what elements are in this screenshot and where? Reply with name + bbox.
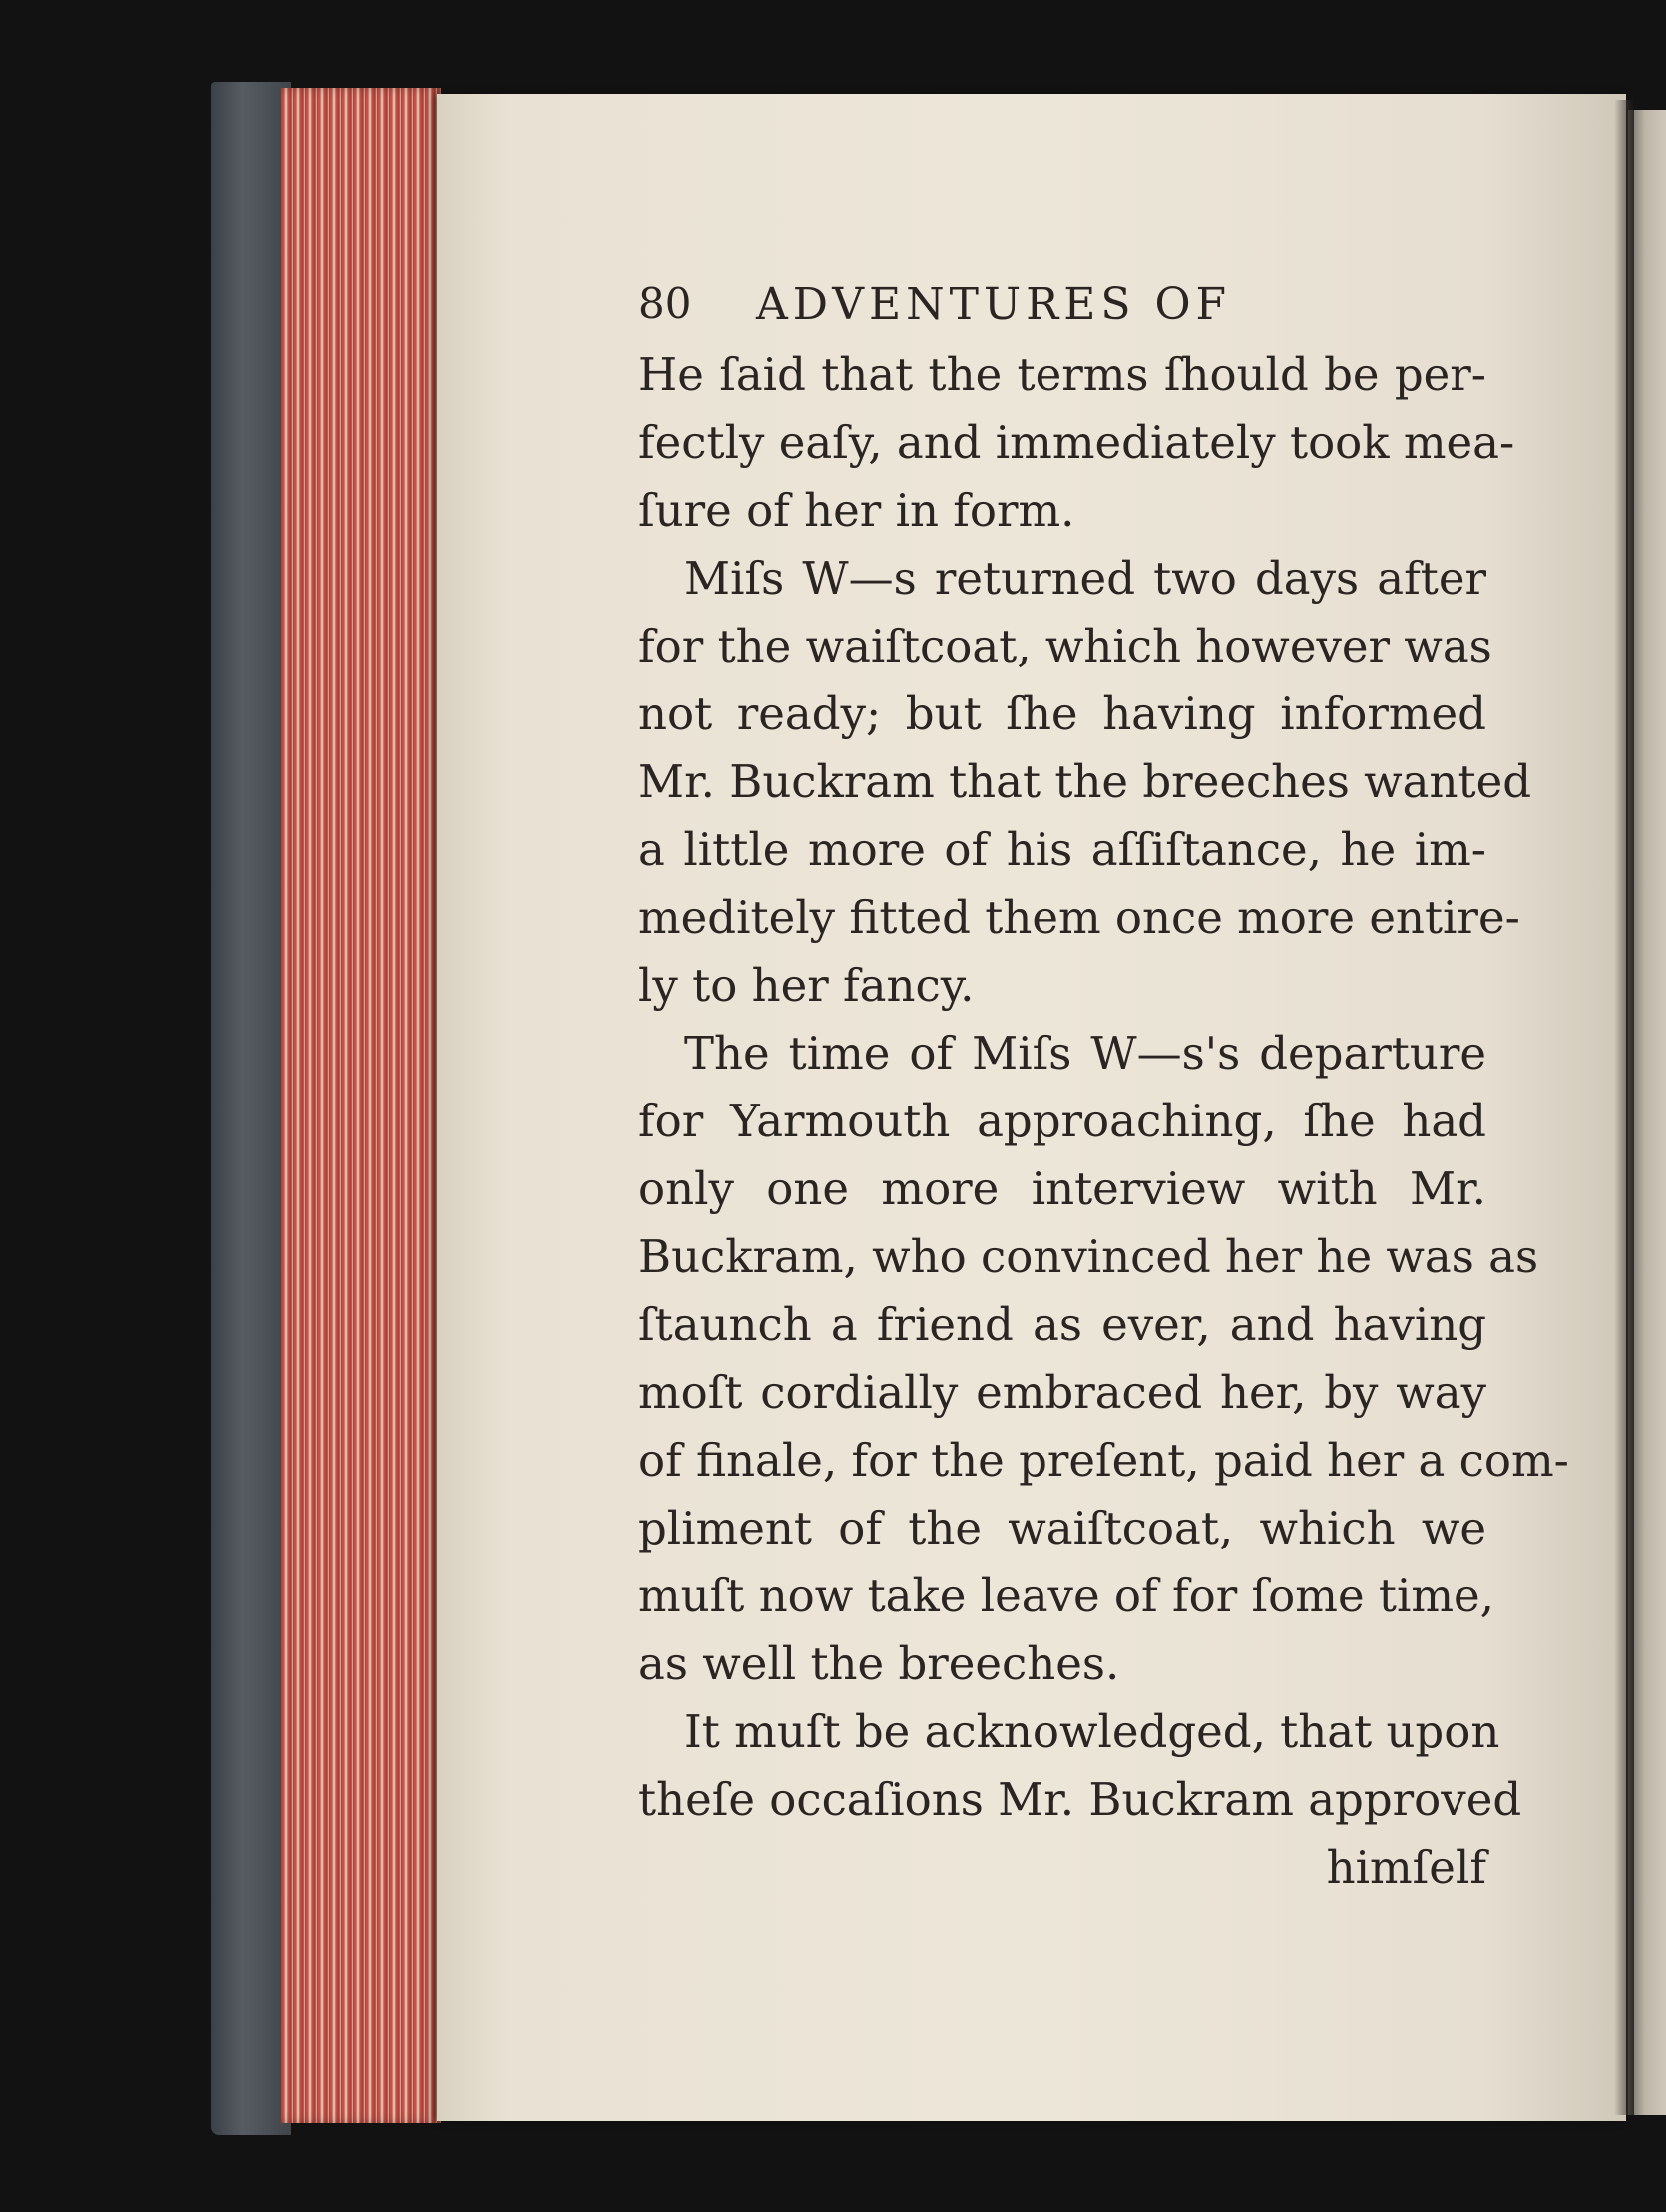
text-block <box>638 269 1569 1902</box>
running-head <box>638 269 1486 341</box>
text-line: Buckram, who convinced her he was as <box>638 1230 1539 1283</box>
text-line: ſure of her in form. <box>638 484 1075 537</box>
text-line: ſtaunch a friend as ever, and having <box>638 1298 1486 1351</box>
text-line: The time of Miſs W—s's departure <box>684 1027 1486 1080</box>
text-line: of finale, for the preſent, paid her a com- <box>638 1434 1569 1487</box>
book-cover-board <box>211 82 291 2135</box>
text-line: pliment of the waiſtcoat, which we <box>638 1502 1486 1554</box>
text-line: It muſt be acknowledged, that upon <box>684 1705 1500 1758</box>
text-line: for the waiſtcoat, which however was <box>638 620 1492 672</box>
text-line: He ſaid that the terms ſhould be per- <box>638 348 1486 401</box>
text-line: meditely fitted them once more entire- <box>638 891 1520 944</box>
text-line: only one more interview with Mr. <box>638 1162 1486 1215</box>
text-line: theſe occaſions Mr. Buckram approved <box>638 1773 1522 1826</box>
page-number: 80 <box>638 279 692 328</box>
text-line: as well the breeches. <box>638 1637 1120 1690</box>
page-gutter-shadow <box>1614 100 1634 2115</box>
running-title: ADVENTURES OF <box>756 279 1232 330</box>
text-line: not ready; but ſhe having informed <box>638 687 1486 740</box>
text-line: Miſs W—s returned two days after <box>684 552 1486 605</box>
text-line: moſt cordially embraced her, by way <box>638 1366 1486 1419</box>
page-edges <box>281 88 441 2123</box>
text-line: Mr. Buckram that the breeches wanted <box>638 755 1532 808</box>
text-line: for Yarmouth approaching, ſhe had <box>638 1095 1486 1147</box>
text-line: a little more of his aſſiſtance, he im- <box>638 823 1486 876</box>
text-line: ly to her fancy. <box>638 959 975 1012</box>
text-line: fectly eaſy, and immediately took mea- <box>638 416 1515 469</box>
catchword: himſelf <box>1326 1841 1486 1894</box>
text-line: muſt now take leave of for ſome time, <box>638 1569 1494 1622</box>
